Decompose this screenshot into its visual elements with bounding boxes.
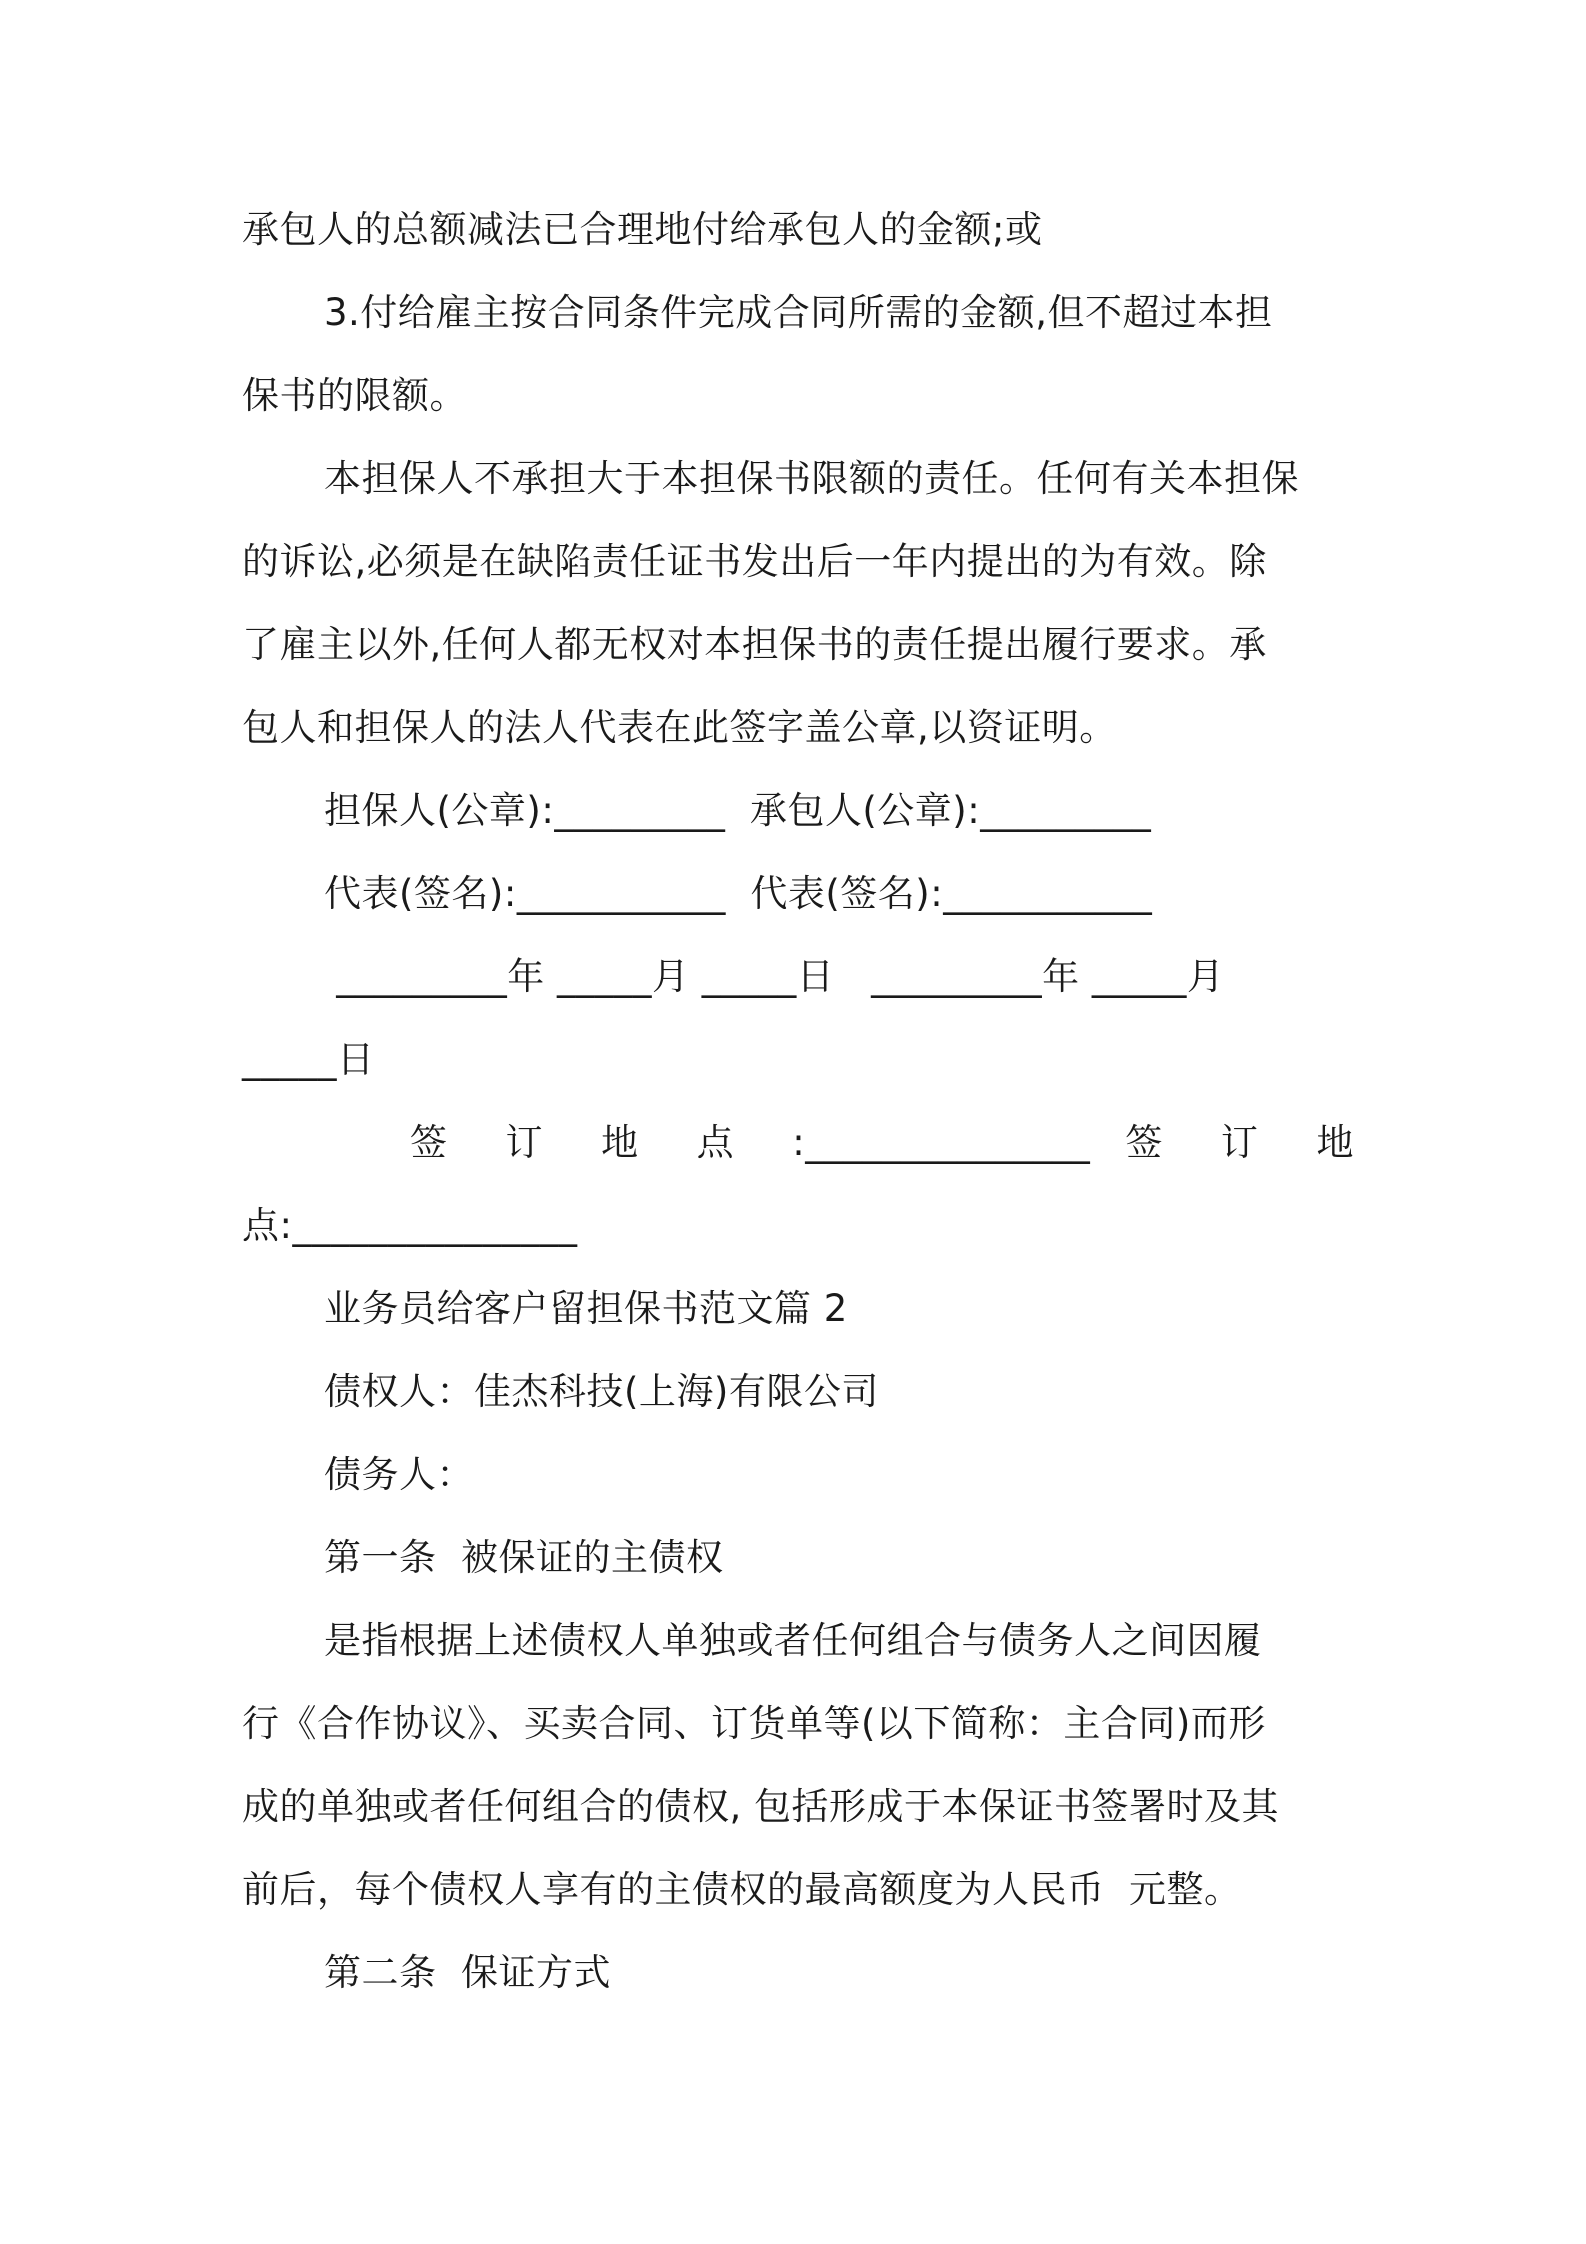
article-1-line-2: 行《合作协议》、买卖合同、订货单等(以下简称：主合同)而形 bbox=[242, 1702, 1266, 1745]
date-line-continued: _____日 bbox=[242, 1038, 375, 1081]
creditor-line: 债权人：佳杰科技(上海)有限公司 bbox=[324, 1370, 879, 1413]
signing-place-line-continued: 点:_______________ bbox=[242, 1204, 578, 1247]
article-1-line-4: 前后，每个债权人享有的主债权的最高额度为人民币 元整。 bbox=[242, 1868, 1242, 1911]
debtor-line: 债务人： bbox=[324, 1453, 474, 1496]
article-1-line-1: 是指根据上述债权人单独或者任何组合与债务人之间因履 bbox=[324, 1619, 1262, 1662]
article-1-line-3: 成的单独或者任何组合的债权, 包括形成于本保证书签署时及其 bbox=[242, 1785, 1280, 1828]
liability-paragraph-line-3: 了雇主以外,任何人都无权对本担保书的责任提出履行要求。承 bbox=[242, 623, 1267, 666]
liability-paragraph-line-1: 本担保人不承担大于本担保书限额的责任。任何有关本担保 bbox=[324, 457, 1299, 500]
clause-3-line-1: 3.付给雇主按合同条件完成合同所需的金额,但不超过本担 bbox=[324, 291, 1273, 334]
article-2-heading: 第二条 保证方式 bbox=[324, 1951, 612, 1994]
liability-paragraph-line-4: 包人和担保人的法人代表在此签字盖公章,以资证明。 bbox=[242, 706, 1117, 749]
date-line: _________年 _____月 _____日 _________年 _____月 bbox=[324, 955, 1225, 998]
clause-3-line-2: 保书的限额。 bbox=[242, 374, 467, 417]
section-heading: 业务员给客户留担保书范文篇 2 bbox=[324, 1287, 848, 1330]
signing-place-line: 签 订 地 点 :_______________ 签 订 地 bbox=[410, 1121, 1354, 1164]
article-1-heading: 第一条 被保证的主债权 bbox=[324, 1536, 724, 1579]
paragraph-line: 承包人的总额减法已合理地付给承包人的金额;或 bbox=[242, 208, 1043, 251]
seal-signature-line: 担保人(公章):_________ 承包人(公章):_________ bbox=[324, 789, 1152, 832]
representative-signature-line: 代表(签名):___________ 代表(签名):___________ bbox=[324, 872, 1153, 915]
liability-paragraph-line-2: 的诉讼,必须是在缺陷责任证书发出后一年内提出的为有效。除 bbox=[242, 540, 1267, 583]
